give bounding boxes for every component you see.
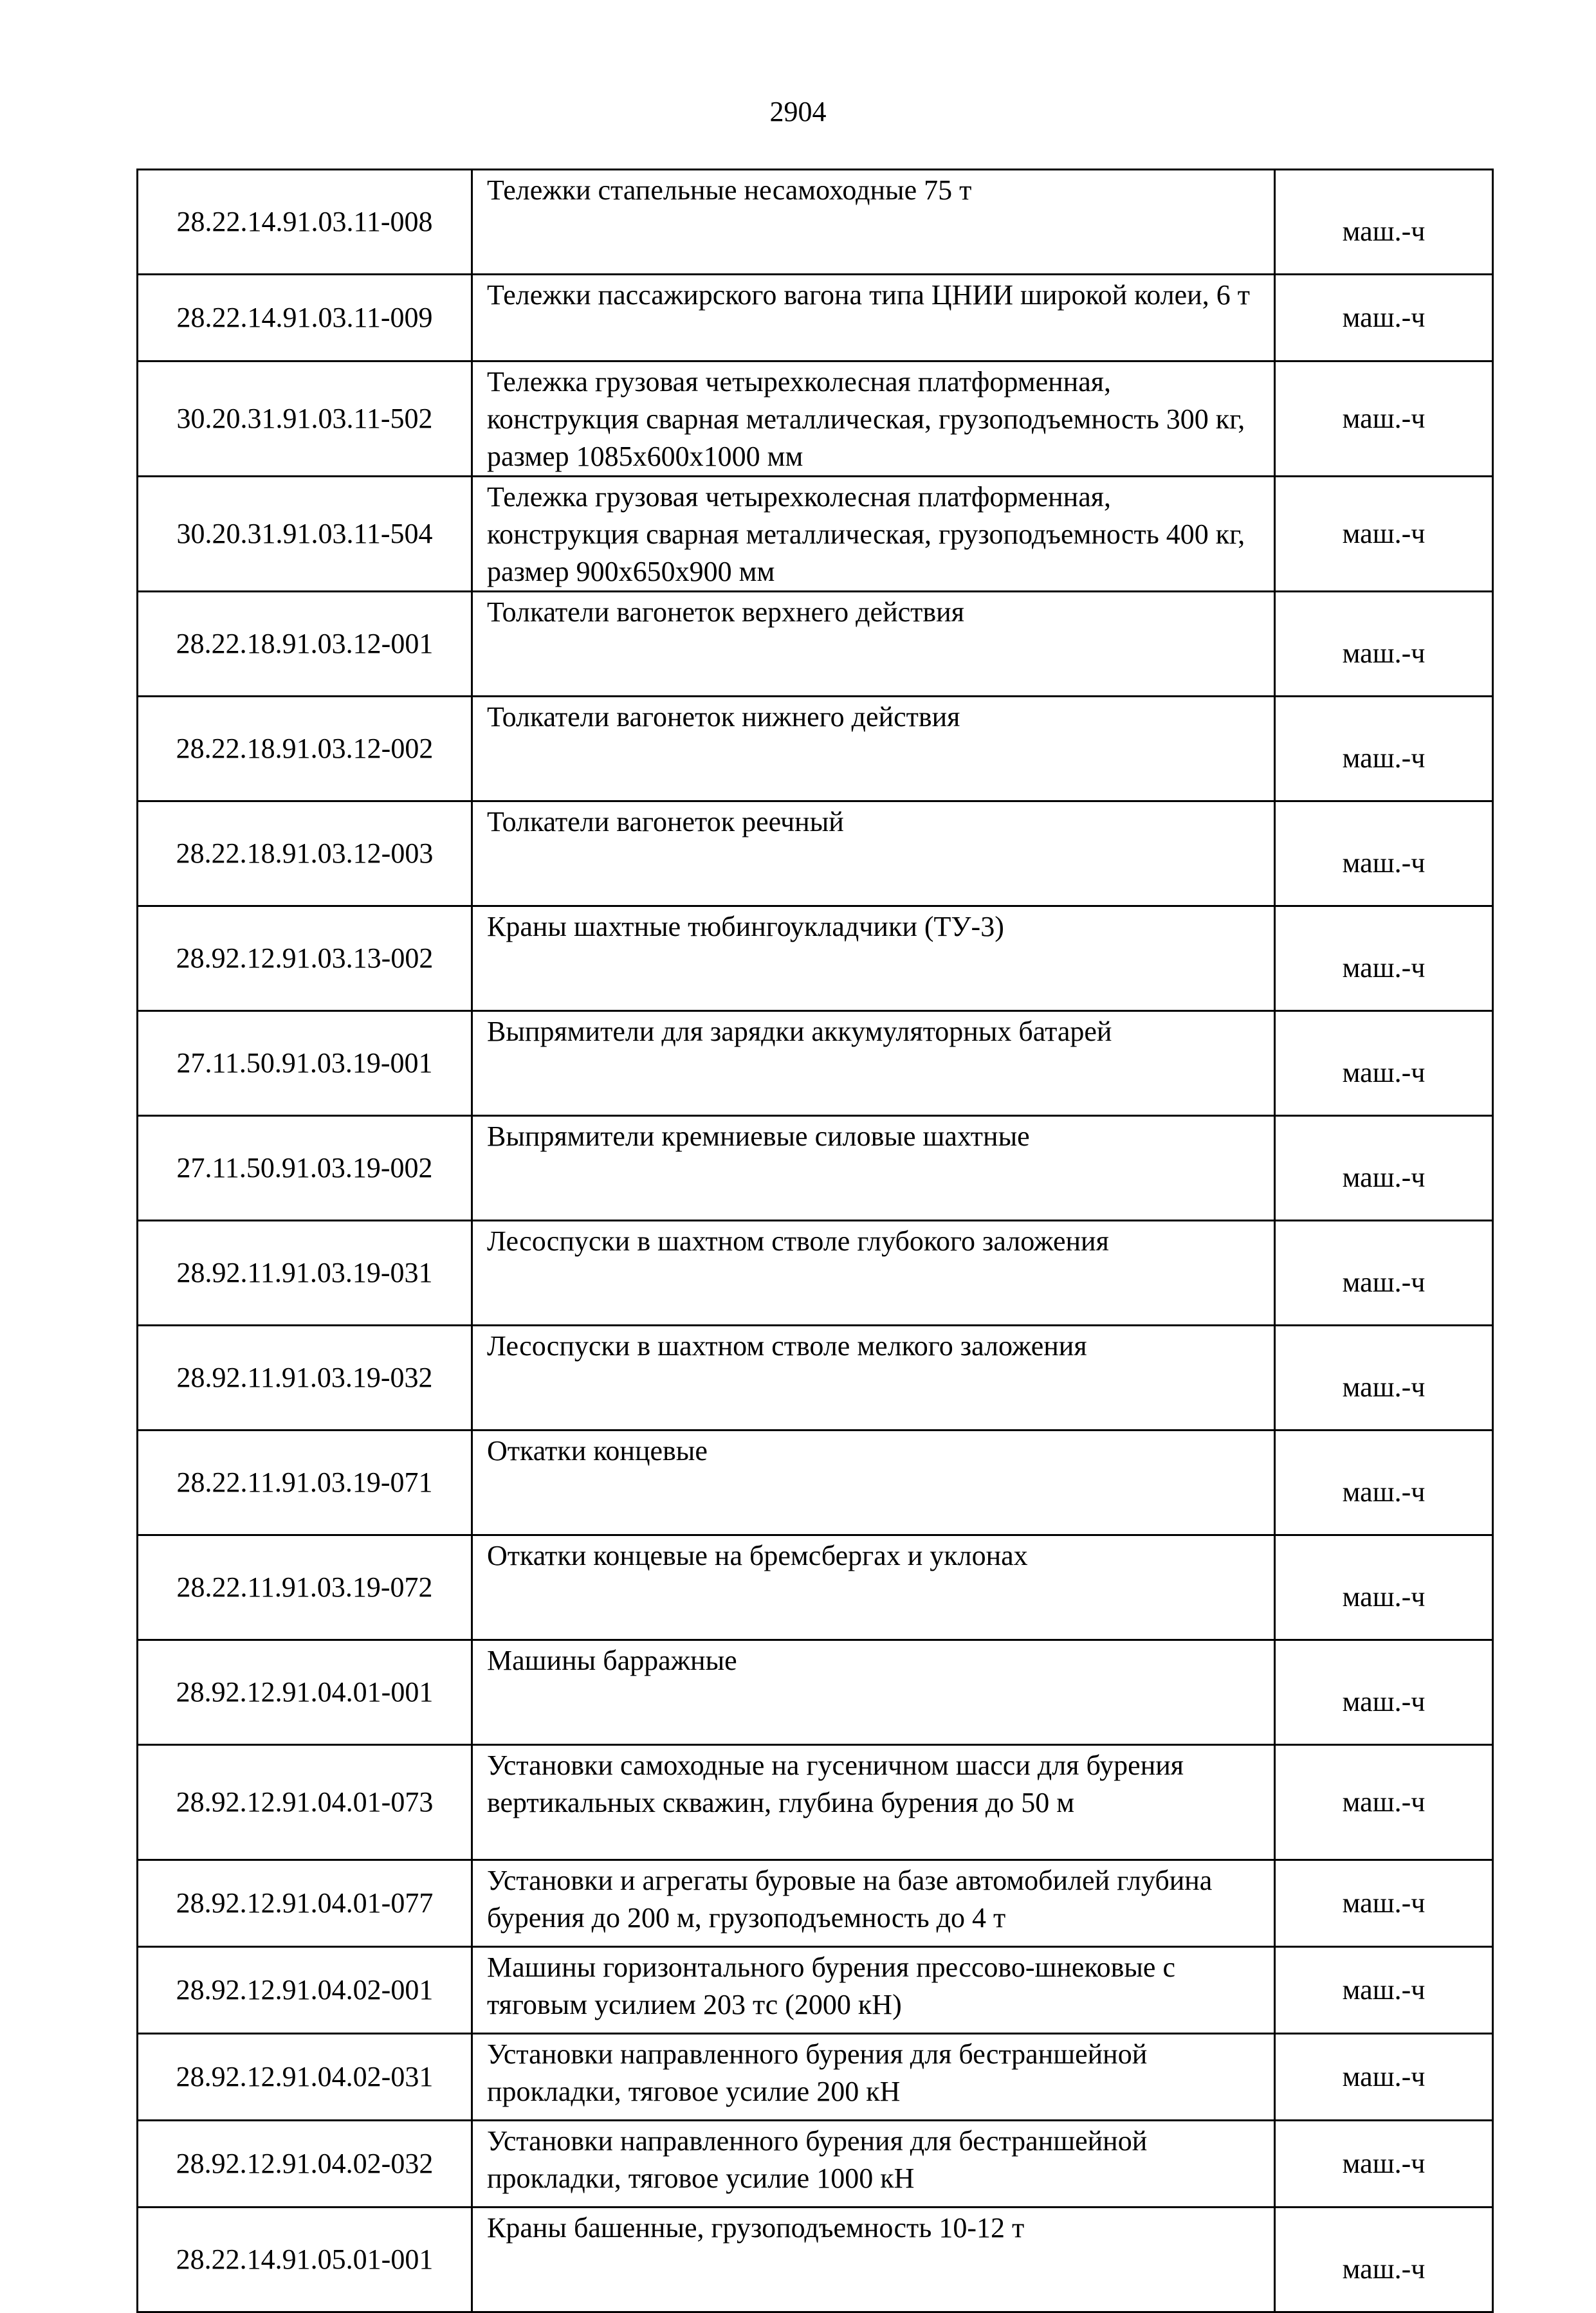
resource-name: Тележка грузовая четырехколесная платформенная, конструкция сварная металлическая, грузоподъемность 400 кг, размер 900х650х900 мм (472, 477, 1275, 592)
table-row (138, 1116, 1493, 1221)
table-row (138, 275, 1493, 361)
resource-table (136, 169, 1494, 2313)
resource-unit: маш.-ч (1275, 697, 1493, 801)
resource-name: Установки самоходные на гусеничном шасси для бурения вертикальных скважин, глубина бурения до 50 м (472, 1745, 1275, 1860)
table-row (138, 2034, 1493, 2121)
resource-code: 30.20.31.91.03.11-504 (138, 477, 472, 592)
resource-unit: маш.-ч (1275, 2121, 1493, 2208)
resource-unit: маш.-ч (1275, 906, 1493, 1011)
resource-unit: маш.-ч (1275, 275, 1493, 361)
resource-name: Машины горизонтального бурения прессово-шнековые с тяговым усилием 203 тс (2000 кН) (472, 1947, 1275, 2034)
resource-code: 28.92.12.91.04.01-001 (138, 1640, 472, 1745)
resource-code: 28.22.14.91.05.01-001 (138, 2208, 472, 2312)
table-row (138, 2121, 1493, 2208)
table-row (138, 592, 1493, 697)
table-row (138, 1640, 1493, 1745)
table-row (138, 1947, 1493, 2034)
page-number: 2904 (769, 96, 827, 127)
resource-unit: маш.-ч (1275, 1745, 1493, 1860)
resource-unit: маш.-ч (1275, 477, 1493, 592)
resource-unit: маш.-ч (1275, 1011, 1493, 1116)
resource-name: Краны шахтные тюбингоукладчики (ТУ-3) (472, 906, 1275, 1011)
resource-unit: маш.-ч (1275, 1116, 1493, 1221)
resource-name: Толкатели вагонеток нижнего действия (472, 697, 1275, 801)
resource-unit: маш.-ч (1275, 1947, 1493, 2034)
resource-name: Установки направленного бурения для бестраншейной прокладки, тяговое усилие 200 кН (472, 2034, 1275, 2121)
resource-code: 28.22.14.91.03.11-009 (138, 275, 472, 361)
resource-name: Лесоспуски в шахтном стволе глубокого заложения (472, 1221, 1275, 1326)
resource-unit: маш.-ч (1275, 1860, 1493, 1947)
resource-unit: маш.-ч (1275, 1535, 1493, 1640)
resource-name: Краны башенные, грузоподъемность 10-12 т (472, 2208, 1275, 2312)
resource-name: Лесоспуски в шахтном стволе мелкого заложения (472, 1326, 1275, 1431)
table-row (138, 361, 1493, 477)
resource-unit: маш.-ч (1275, 1431, 1493, 1535)
resource-name: Тележка грузовая четырехколесная платформенная, конструкция сварная металлическая, грузоподъемность 300 кг, размер 1085х600х1000 мм (472, 361, 1275, 477)
resource-unit: маш.-ч (1275, 170, 1493, 275)
resource-code: 27.11.50.91.03.19-001 (138, 1011, 472, 1116)
table-row (138, 1860, 1493, 1947)
resource-unit: маш.-ч (1275, 2208, 1493, 2312)
resource-name: Тележки пассажирского вагона типа ЦНИИ широкой колеи, 6 т (472, 275, 1275, 361)
resource-name: Толкатели вагонеток реечный (472, 801, 1275, 906)
table-row (138, 697, 1493, 801)
resource-unit: маш.-ч (1275, 1640, 1493, 1745)
resource-name: Установки и агрегаты буровые на базе автомобилей глубина бурения до 200 м, грузоподъемность до 4 т (472, 1860, 1275, 1947)
table-row (138, 2208, 1493, 2312)
resource-code: 28.92.11.91.03.19-031 (138, 1221, 472, 1326)
resource-unit: маш.-ч (1275, 1326, 1493, 1431)
resource-name: Тележки стапельные несамоходные 75 т (472, 170, 1275, 275)
resource-code: 28.22.11.91.03.19-072 (138, 1535, 472, 1640)
table-row (138, 1326, 1493, 1431)
resource-code: 28.22.18.91.03.12-003 (138, 801, 472, 906)
resource-name: Установки направленного бурения для бестраншейной прокладки, тяговое усилие 1000 кН (472, 2121, 1275, 2208)
resource-name: Выпрямители для зарядки аккумуляторных батарей (472, 1011, 1275, 1116)
resource-code: 30.20.31.91.03.11-502 (138, 361, 472, 477)
resource-name: Толкатели вагонеток верхнего действия (472, 592, 1275, 697)
resource-code: 28.22.11.91.03.19-071 (138, 1431, 472, 1535)
table-row (138, 477, 1493, 592)
table-row (138, 170, 1493, 275)
resource-code: 28.92.12.91.04.01-077 (138, 1860, 472, 1947)
resource-name: Выпрямители кремниевые силовые шахтные (472, 1116, 1275, 1221)
resource-code: 28.92.12.91.04.01-073 (138, 1745, 472, 1860)
table-row (138, 1431, 1493, 1535)
resource-unit: маш.-ч (1275, 801, 1493, 906)
resource-code: 28.92.12.91.04.02-031 (138, 2034, 472, 2121)
resource-code: 28.22.18.91.03.12-002 (138, 697, 472, 801)
table-row (138, 801, 1493, 906)
resource-code: 28.22.14.91.03.11-008 (138, 170, 472, 275)
resource-code: 28.92.11.91.03.19-032 (138, 1326, 472, 1431)
resource-unit: маш.-ч (1275, 1221, 1493, 1326)
resource-code: 28.92.12.91.04.02-032 (138, 2121, 472, 2208)
resource-name: Откатки концевые (472, 1431, 1275, 1535)
resource-name: Откатки концевые на бремсбергах и уклонах (472, 1535, 1275, 1640)
table-row (138, 1221, 1493, 1326)
table-row (138, 1535, 1493, 1640)
resource-name: Машины барражные (472, 1640, 1275, 1745)
table-row (138, 1011, 1493, 1116)
resource-unit: маш.-ч (1275, 2034, 1493, 2121)
table-row (138, 906, 1493, 1011)
resource-code: 28.22.18.91.03.12-001 (138, 592, 472, 697)
resource-code: 28.92.12.91.03.13-002 (138, 906, 472, 1011)
resource-unit: маш.-ч (1275, 592, 1493, 697)
resource-code: 28.92.12.91.04.02-001 (138, 1947, 472, 2034)
resource-unit: маш.-ч (1275, 361, 1493, 477)
table-row (138, 1745, 1493, 1860)
resource-code: 27.11.50.91.03.19-002 (138, 1116, 472, 1221)
